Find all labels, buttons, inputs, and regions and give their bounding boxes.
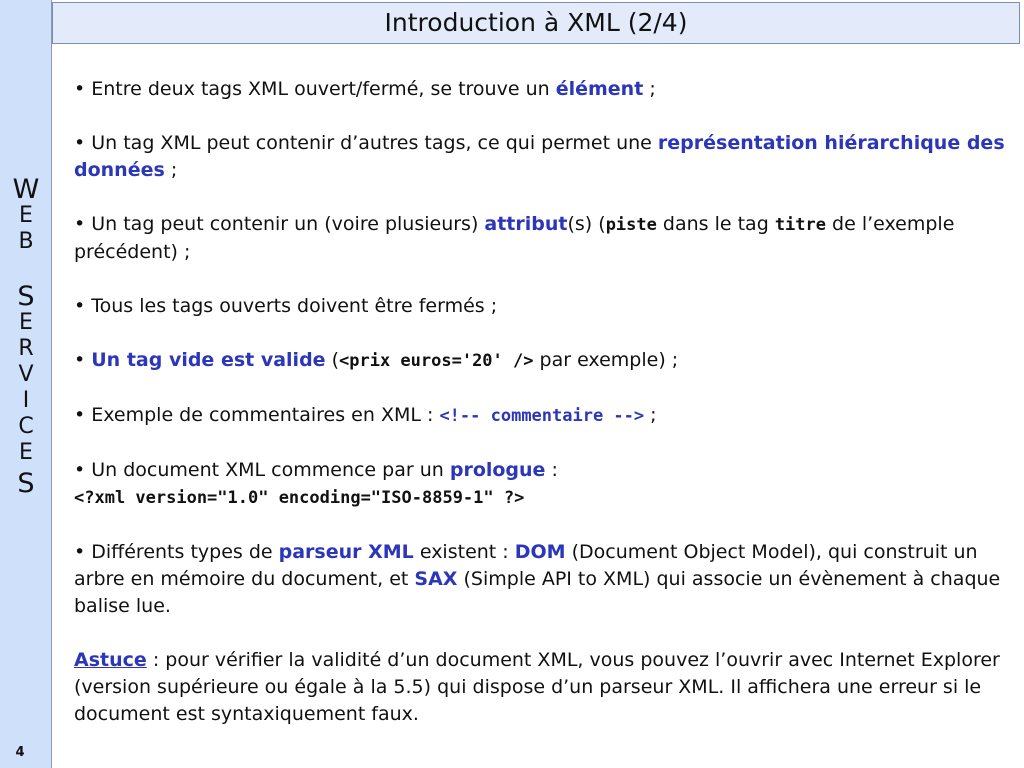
tip-paragraph	[74, 647, 1010, 728]
bullet-attribute	[74, 211, 1010, 266]
tip-label: Astuce	[74, 649, 147, 671]
code-snippet: titre	[774, 215, 826, 235]
bullet-text: • Un document XML commence par un	[74, 459, 450, 481]
sidebar-letter: E	[19, 203, 33, 228]
sidebar-letter: W	[12, 174, 40, 205]
bullet-text: •	[74, 349, 92, 371]
bullet-text: ;	[643, 78, 656, 100]
bullet-text: ;	[164, 159, 178, 181]
sidebar-gap	[0, 257, 52, 281]
bullet-text: • Un tag XML peut contenir d’autres tags, ce qui permet une	[74, 132, 658, 154]
code-snippet: <!-- commentaire -->	[439, 406, 645, 426]
bullet-text: (	[325, 349, 340, 371]
bullet-text: existent :	[413, 541, 515, 563]
keyword-highlight: élément	[555, 78, 644, 100]
slide-title: Introduction à XML (2/4)	[52, 2, 1020, 44]
sidebar-letter: R	[18, 336, 34, 361]
slide-body	[74, 76, 1010, 755]
bullet-empty-tag	[74, 347, 1010, 375]
bullet-text: : pour vérifier la validité d’un document XML, vous pouvez l’ouvrir avec Internet Explorer (version supérieure ou égale à la 5.5) qui dispose d’un parseur XML. Il affichera une erreur si le document est syntaxiquement faux.	[74, 649, 1000, 725]
bullet-hierarchy	[74, 130, 1010, 184]
bullet-text: • Différents types de	[74, 541, 279, 563]
code-snippet: <?xml version="1.0" encoding="ISO-8859-1" ?>	[74, 488, 525, 508]
bullet-parsers	[74, 539, 1010, 620]
keyword-highlight: attribut	[484, 213, 568, 235]
code-snippet: piste	[605, 215, 657, 235]
bullet-text: • Entre deux tags XML ouvert/fermé, se trouve un	[74, 78, 556, 100]
sidebar-letter: E	[19, 310, 33, 335]
sidebar-letter: S	[17, 468, 35, 499]
keyword-highlight: représentation hiérarchique des données	[74, 132, 1005, 181]
keyword-highlight: parseur XML	[278, 541, 414, 563]
sidebar-letter: C	[18, 414, 34, 439]
sidebar-letter: V	[18, 362, 34, 387]
bullet-text: • Exemple de commentaires en XML :	[74, 404, 440, 426]
bullet-text: dans le tag	[656, 213, 775, 235]
bullet-prologue	[74, 457, 1010, 512]
bullet-text: (Document Object Model), qui construit un arbre en mémoire du document, et	[74, 541, 978, 590]
bullet-text: par exemple) ;	[533, 349, 679, 371]
sidebar-letter: I	[22, 388, 30, 413]
bullet-text: • Un tag peut contenir un (voire plusieurs)	[74, 213, 485, 235]
keyword-highlight: Un tag vide est valide	[91, 349, 326, 371]
sidebar-letter: S	[17, 281, 35, 312]
sidebar-vertical-title	[0, 174, 52, 499]
bullet-text: ;	[644, 404, 657, 426]
code-snippet: <prix euros='20' />	[339, 351, 534, 371]
keyword-highlight: DOM	[514, 541, 566, 563]
sidebar-letter: E	[19, 440, 33, 465]
bullet-text: (s) (	[567, 213, 606, 235]
sidebar	[0, 0, 52, 768]
bullet-closing-tags	[74, 293, 1010, 320]
bullet-comments	[74, 402, 1010, 430]
bullet-element	[74, 76, 1010, 103]
sidebar-letter: B	[18, 229, 34, 254]
keyword-highlight: SAX	[414, 568, 458, 590]
bullet-text: (Simple API to XML) qui associe un évènement à chaque balise lue.	[74, 568, 1001, 617]
bullet-text: :	[545, 459, 558, 481]
bullet-text: • Tous les tags ouverts doivent être fermés ;	[74, 295, 498, 317]
bullet-text: de l’exemple précédent) ;	[74, 213, 955, 263]
page-number: 4	[15, 745, 25, 760]
keyword-highlight: prologue	[449, 459, 546, 481]
